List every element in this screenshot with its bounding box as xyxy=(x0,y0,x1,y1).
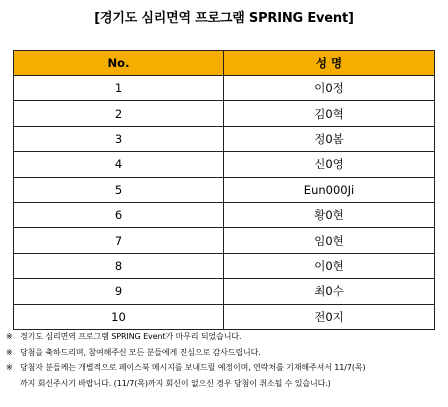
header-no: No. xyxy=(14,51,224,76)
row-no: 3 xyxy=(14,126,224,151)
reference-mark: ※ xyxy=(6,363,13,372)
note-item xyxy=(6,345,446,361)
row-no: 8 xyxy=(14,253,224,278)
reference-mark: ※ xyxy=(6,347,13,357)
table-row xyxy=(14,177,435,202)
note-text: 당첨자 분들께는 개별적으로 페이스북 메시지를 보내드릴 예정이며, 연락처를 기재해주셔서 11/7(목) xyxy=(20,363,366,372)
table-row xyxy=(14,152,435,177)
row-no: 10 xyxy=(14,304,224,329)
table-header-row xyxy=(14,51,435,76)
row-no: 6 xyxy=(14,202,224,227)
page-title: [경기도 심리면역 프로그램 SPRING Event] xyxy=(94,11,354,26)
note-text-continuation: 까지 회신주시기 바랍니다. (11/7(목)까지 회신이 없으신 경우 당첨이 취소될 수 있습니다.) xyxy=(20,378,331,388)
table-row xyxy=(14,76,435,101)
row-no: 5 xyxy=(14,177,224,202)
row-no: 1 xyxy=(14,76,224,101)
table-row xyxy=(14,126,435,151)
table-row xyxy=(14,101,435,126)
row-no: 7 xyxy=(14,228,224,253)
row-name: 최0수 xyxy=(224,279,435,304)
row-name: 신0영 xyxy=(224,152,435,177)
row-name: Eun000Ji xyxy=(224,177,435,202)
row-name: 황0현 xyxy=(224,202,435,227)
note-item xyxy=(6,360,446,391)
row-no: 4 xyxy=(14,152,224,177)
table-row xyxy=(14,202,435,227)
row-name: 전0지 xyxy=(224,304,435,329)
row-name: 김0혁 xyxy=(224,101,435,126)
table-row xyxy=(14,304,435,329)
table-row xyxy=(14,253,435,278)
row-no: 2 xyxy=(14,101,224,126)
notes-section xyxy=(6,329,446,391)
header-name: 성 명 xyxy=(224,51,435,76)
table-row xyxy=(14,228,435,253)
winners-table xyxy=(13,50,435,330)
note-item xyxy=(6,329,446,345)
row-name: 정0봄 xyxy=(224,126,435,151)
row-name: 이0현 xyxy=(224,253,435,278)
row-name: 임0현 xyxy=(224,228,435,253)
reference-mark: ※ xyxy=(6,332,13,341)
table-row xyxy=(14,279,435,304)
note-text: 경기도 심리면역 프로그램 SPRING Event가 마무리 되었습니다. xyxy=(20,332,242,341)
row-no: 9 xyxy=(14,279,224,304)
note-text: 당첨을 축하드리며, 참여해주신 모든 분들에게 진심으로 감사드립니다. xyxy=(20,347,261,357)
row-name: 이0정 xyxy=(224,76,435,101)
